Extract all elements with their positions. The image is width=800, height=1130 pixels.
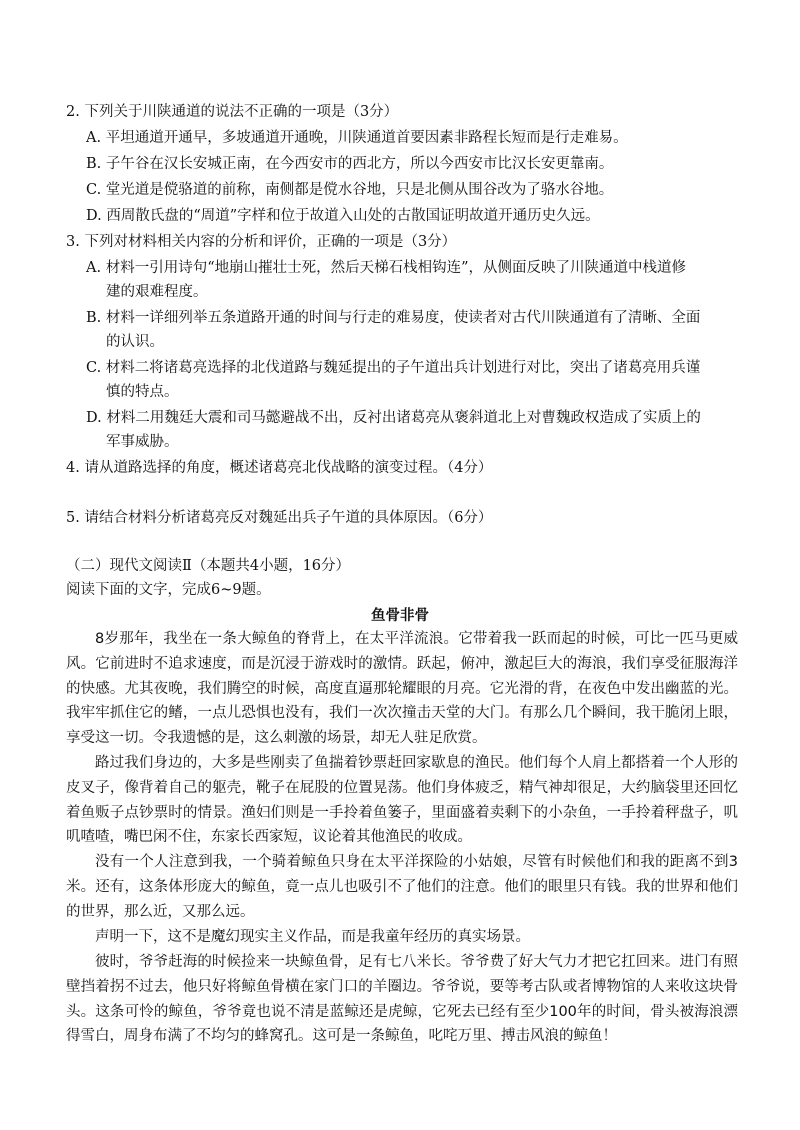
question-2-option-d: D. 西周散氏盘的“周道”字样和位于故道入山处的古散国证明故道开通历史久远。 xyxy=(86,208,600,224)
question-3-option-a: A. 材料一引用诗句“地崩山摧壮士死，然后天梯石栈相钩连”，从侧面反映了川陕通道中栈道修 xyxy=(86,260,687,276)
passage-title: 鱼骨非骨 xyxy=(371,607,429,624)
passage-paragraph-2: 路过我们身边的，大多是些刚卖了鱼揣着钞票赶回家歇息的渔民。他们每个人肩上都搭着一个人形的皮叉子，像背着自己的躯壳，靴子在屁股的位置晃荡。他们身体疲乏，精气神却很足，大约脑袋里还回忆着鱼贩子点钞票时的情景。渔妇们则是一手拎着鱼篓子，里面盛着卖剩下的小杂鱼，一手拎着秤盘子，叽叽喳喳，嘴巴闲不住，东家长西家短，议论着其他渔民的收成。 xyxy=(66,755,738,846)
question-3-option-d: D. 材料二用魏廷大震和司马懿避战不出，反衬出诸葛亮从褒斜道北上对曹魏政权造成了实质上的 xyxy=(86,410,701,426)
question-2-option-a: A. 平坦通道开通早，多坡通道开通晚，川陕通道首要因素非路程长短而是行走难易。 xyxy=(86,130,628,146)
section-heading: （二）现代文阅读Ⅱ（本题共4小题，16分） xyxy=(66,558,351,574)
section-instruction: 阅读下面的文字，完成6~9题。 xyxy=(66,582,271,598)
question-2-stem: 2. 下列关于川陕通道的说法不正确的一项是（3分） xyxy=(66,104,399,120)
question-2-option-c: C. 堂光道是傥骆道的前称，南侧都是傥水谷地，只是北侧从围谷改为了骆水谷地。 xyxy=(86,182,614,198)
question-3-option-c-cont: 慎的特点。 xyxy=(106,384,179,400)
question-4: 4. 请从道路选择的角度，概述诸葛亮北伐战略的演变过程。（4分） xyxy=(66,460,493,476)
question-2-option-b: B. 子午谷在汉长安城正南，在今西安市的西北方，所以今西安市比汉长安更靠南。 xyxy=(86,156,614,172)
passage-paragraph-3: 没有一个人注意到我，一个骑着鲸鱼只身在太平洋探险的小姑娘，尽管有时候他们和我的距离不到3米。还有，这条体形庞大的鲸鱼，竟一点儿也吸引不了他们的注意。他们的眼里只有钱。我的世界和他们的世界，那么近，又那么远。 xyxy=(66,854,738,920)
question-3-stem: 3. 下列对材料相关内容的分析和评价，正确的一项是（3分） xyxy=(66,234,457,250)
passage-paragraph-4: 声明一下，这不是魔幻现实主义作品，而是我童年经历的真实场景。 xyxy=(95,929,530,945)
question-3-option-c: C. 材料二将诸葛亮选择的北伐道路与魏延提出的子午道出兵计划进行对比，突出了诸葛亮用兵谨 xyxy=(86,360,701,376)
passage-paragraph-1: 8岁那年，我坐在一条大鲸鱼的脊背上，在太平洋流浪。它带着我一跃而起的时候，可比一匹马更威风。它前进时不追求速度，而是沉浸于游戏时的激情。跃起，俯冲，激起巨大的海浪，我们享受征服海洋的快感。尤其夜晚，我们腾空的时候，高度直逼那轮耀眼的月亮。它光滑的背，在夜色中发出幽蓝的光。我牢牢抓住它的鳍，一点儿恐惧也没有，我们一次次撞击天堂的大门。有那么几个瞬间，我干脆闭上眼，享受这一切。令我遗憾的是，这么刺激的场景，却无人驻足欣赏。 xyxy=(66,631,738,747)
question-3-option-b: B. 材料一详细列举五条道路开通的时间与行走的难易度，使读者对古代川陕通道有了清晰、全面 xyxy=(86,310,701,326)
question-3-option-b-cont: 的认识。 xyxy=(106,334,164,350)
question-3-option-a-cont: 建的艰难程度。 xyxy=(106,284,208,300)
question-5: 5. 请结合材料分析诸葛亮反对魏延出兵子午道的具体原因。（6分） xyxy=(66,510,493,526)
passage-paragraph-5: 彼时，爷爷赶海的时候捡来一块鲸鱼骨，足有七八米长。爷爷费了好大气力才把它扛回来。进门有照壁挡着拐不过去，他只好将鲸鱼骨横在家门口的羊圈边。爷爷说，要等考古队或者博物馆的人来收这块骨头。这条可怜的鲸鱼，爷爷竟也说不清是蓝鲸还是虎鲸，它死去已经有至少100年的时间，骨头被海浪漂得雪白，周身布满了不均匀的蜂窝孔。这可是一条鲸鱼，叱咤万里、搏击风浪的鲸鱼！ xyxy=(66,954,738,1045)
question-3-option-d-cont: 军事威胁。 xyxy=(106,434,179,450)
